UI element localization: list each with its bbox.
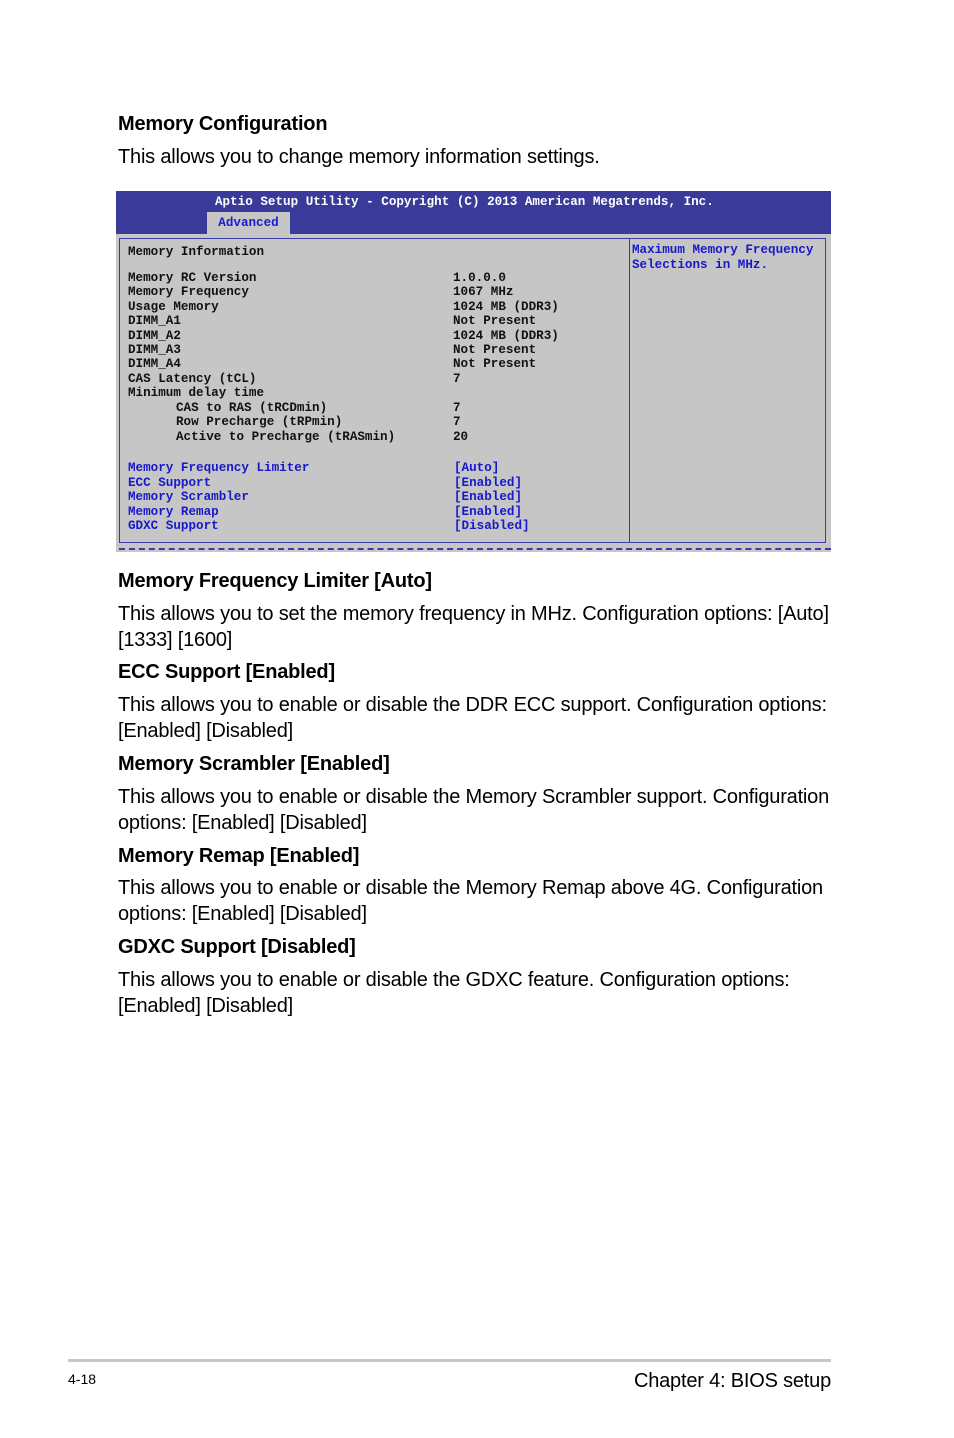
info-label-cas-latency: CAS Latency (tCL): [128, 372, 257, 386]
section-text-ecc-support: This allows you to enable or disable the DDR ECC support. Configuration options: [Enabled] [Disabled]: [118, 694, 827, 742]
info-label-dimm-a2: DIMM_A2: [128, 329, 181, 343]
bios-panel-divider: [629, 238, 630, 543]
tab-advanced[interactable]: Advanced: [207, 212, 290, 234]
option-memory-frequency-limiter[interactable]: Memory Frequency Limiter: [128, 461, 310, 475]
info-value-dimm-a2: 1024 MB (DDR3): [453, 329, 559, 343]
info-label-dimm-a4: DIMM_A4: [128, 357, 181, 371]
option-value-ecc-support[interactable]: [Enabled]: [454, 476, 523, 490]
help-text-line-2: Selections in MHz.: [632, 258, 769, 272]
info-label-dimm-a3: DIMM_A3: [128, 343, 181, 357]
info-value-dimm-a3: Not Present: [453, 343, 537, 357]
info-label-trasmin: Active to Precharge (tRASmin): [176, 430, 396, 444]
info-label-rc-version: Memory RC Version: [128, 271, 257, 285]
section-heading-memory-scrambler: Memory Scrambler [Enabled]: [118, 753, 390, 775]
intro-text: This allows you to change memory information settings.: [118, 146, 600, 168]
info-value-dimm-a1: Not Present: [453, 314, 537, 328]
section-text-gdxc-support: This allows you to enable or disable the GDXC feature. Configuration options: [Enabled] [Disabled]: [118, 969, 790, 1017]
option-memory-remap[interactable]: Memory Remap: [128, 505, 219, 519]
option-memory-scrambler[interactable]: Memory Scrambler: [128, 490, 249, 504]
info-value-memory-frequency: 1067 MHz: [453, 285, 514, 299]
info-label-trcdmin: CAS to RAS (tRCDmin): [176, 401, 328, 415]
info-value-dimm-a4: Not Present: [453, 357, 537, 371]
info-label-dimm-a1: DIMM_A1: [128, 314, 181, 328]
info-value-trasmin: 20: [453, 430, 469, 444]
footer-rule: [68, 1359, 831, 1362]
section-heading-gdxc-support: GDXC Support [Disabled]: [118, 936, 356, 958]
info-value-trpmin: 7: [453, 415, 461, 429]
info-value-cas-latency: 7: [453, 372, 461, 386]
section-heading-frequency-limiter: Memory Frequency Limiter [Auto]: [118, 570, 432, 592]
bios-screen: [116, 191, 831, 552]
bios-header-bar: [116, 191, 831, 234]
option-value-memory-frequency-limiter[interactable]: [Auto]: [454, 461, 500, 475]
section-label: Memory Information: [128, 245, 265, 259]
chapter-label: Chapter 4: BIOS setup: [633, 1370, 831, 1392]
info-label-trpmin: Row Precharge (tRPmin): [176, 415, 343, 429]
section-text-frequency-limiter: This allows you to set the memory frequency in MHz. Configuration options: [Auto] [1333] [1600]: [118, 603, 829, 651]
section-text-memory-scrambler: This allows you to enable or disable the Memory Scrambler support. Configuration options: [Enabled] [Disabled]: [118, 786, 830, 834]
info-value-rc-version: 1.0.0.0: [453, 271, 506, 285]
section-heading-memory-remap: Memory Remap [Enabled]: [118, 845, 360, 867]
section-text-memory-remap: This allows you to enable or disable the Memory Remap above 4G. Configuration options: [Enabled] [Disabled]: [118, 877, 823, 925]
option-value-gdxc-support[interactable]: [Disabled]: [454, 519, 530, 533]
option-value-memory-remap[interactable]: [Enabled]: [454, 505, 523, 519]
info-value-usage-memory: 1024 MB (DDR3): [453, 300, 559, 314]
bios-bottom-dashed-border: [119, 548, 831, 550]
info-label-memory-frequency: Memory Frequency: [128, 285, 249, 299]
bios-header-title: Aptio Setup Utility - Copyright (C) 2013 American Megatrends, Inc.: [215, 195, 714, 209]
info-label-usage-memory: Usage Memory: [128, 300, 219, 314]
page-number: 4-18: [68, 1371, 97, 1387]
info-label-minimum-delay: Minimum delay time: [128, 386, 265, 400]
option-ecc-support[interactable]: ECC Support: [128, 476, 212, 490]
option-gdxc-support[interactable]: GDXC Support: [128, 519, 219, 533]
page-title: Memory Configuration: [118, 113, 328, 135]
info-value-trcdmin: 7: [453, 401, 461, 415]
option-value-memory-scrambler[interactable]: [Enabled]: [454, 490, 523, 504]
section-heading-ecc-support: ECC Support [Enabled]: [118, 661, 335, 683]
help-text-line-1: Maximum Memory Frequency: [632, 243, 814, 257]
